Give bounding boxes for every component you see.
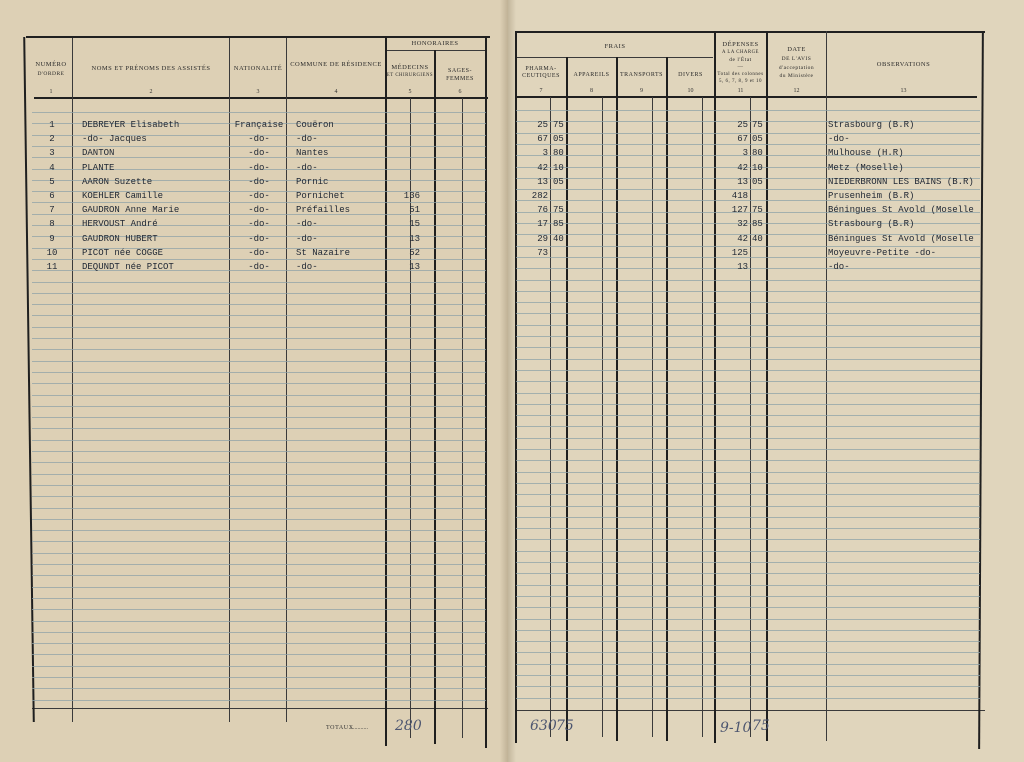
- ruled-line: [32, 643, 486, 644]
- ruled-line: [516, 426, 980, 427]
- row-depenses: 13: [737, 176, 748, 187]
- assiste-name: DANTON: [82, 148, 115, 159]
- col-divider-12: [826, 31, 827, 741]
- ruled-line: [32, 304, 486, 305]
- ruled-line: [516, 460, 980, 461]
- colnum-3: 3: [256, 89, 260, 95]
- row-depenses-cents: 80: [752, 148, 763, 159]
- row-number: 8: [49, 219, 55, 230]
- row-commune: Pornichet: [296, 191, 345, 201]
- header-pharma-2: CEUTIQUES: [522, 73, 560, 79]
- ruled-line: [516, 336, 980, 337]
- ruled-line: [32, 462, 486, 463]
- ruled-line: [516, 664, 980, 665]
- row-pharma: 3: [542, 148, 548, 159]
- row-observations: Metz (Moselle): [828, 162, 904, 173]
- left-header-bottom-border: [34, 97, 488, 99]
- row-nationalite: -do-: [248, 219, 270, 230]
- header-appareils: APPAREILS: [573, 72, 610, 78]
- ruled-line: [32, 451, 486, 452]
- ruled-line: [32, 553, 486, 554]
- ruled-line: [32, 327, 486, 328]
- row-medecins: 13: [409, 262, 420, 272]
- row-pharma-cents: 10: [553, 162, 564, 173]
- col-divider-6: [485, 36, 487, 748]
- ruled-line: [516, 686, 980, 687]
- ruled-line: [32, 530, 486, 531]
- ruled-line: [32, 508, 486, 509]
- row-pharma-cents: 85: [553, 219, 564, 230]
- header-frais: FRAIS: [604, 43, 626, 50]
- row-commune: -do-: [296, 162, 318, 173]
- total-medecins: 280: [395, 718, 422, 734]
- row-commune: St Nazaire: [296, 247, 351, 258]
- row-nationalite: -do-: [248, 262, 270, 272]
- col-divider-5: [434, 50, 436, 744]
- ruled-line: [516, 641, 980, 642]
- header-numero: NUMÉRO: [35, 61, 67, 68]
- row-depenses: 25: [737, 120, 748, 130]
- row-depenses-cents: 05: [752, 134, 763, 145]
- total-depenses-cents: 75: [752, 718, 770, 734]
- ruled-line: [32, 677, 486, 678]
- ruled-line: [516, 291, 980, 292]
- ruled-line: [32, 282, 486, 283]
- header-ordre: D'ORDRE: [37, 71, 65, 77]
- ruled-line: [516, 573, 980, 574]
- row-commune: Couëron: [296, 120, 334, 130]
- row-nationalite: -do-: [248, 134, 270, 145]
- ruled-line: [32, 361, 486, 362]
- row-commune: -do-: [296, 233, 318, 244]
- row-pharma: 42: [537, 162, 548, 173]
- header-depenses-1: DÉPENSES: [722, 41, 759, 48]
- colnum-11: 11: [737, 88, 744, 94]
- colnum-2: 2: [149, 89, 153, 95]
- ruled-line: [516, 596, 980, 597]
- row-number: 9: [49, 233, 55, 244]
- colnum-10: 10: [687, 88, 694, 94]
- row-number: 6: [49, 191, 55, 201]
- ruled-line: [516, 607, 980, 608]
- row-nationalite: -do-: [248, 148, 270, 159]
- ruled-line: [32, 293, 486, 294]
- header-nationalite: NATIONALITÉ: [233, 65, 283, 72]
- colnum-5: 5: [408, 89, 412, 95]
- ruled-line: [516, 347, 980, 348]
- row-medecins: 15: [409, 219, 420, 230]
- col-divider-7: [566, 57, 568, 741]
- row-depenses: 67: [737, 134, 748, 145]
- row-pharma: 67: [537, 134, 548, 145]
- ruled-line: [516, 698, 980, 699]
- header-depenses-5: Total des colonnes: [717, 72, 764, 77]
- ruled-line: [516, 381, 980, 382]
- header-depenses-4: —: [737, 64, 744, 70]
- ruled-line: [516, 562, 980, 563]
- ruled-line: [32, 428, 486, 429]
- row-nationalite: -do-: [248, 247, 270, 258]
- row-depenses-cents: 05: [752, 176, 763, 187]
- ruled-line: [32, 338, 486, 339]
- row-observations: Strasbourg (B.R): [828, 120, 915, 130]
- header-commune: COMMUNE DE RÉSIDENCE: [290, 61, 382, 68]
- row-depenses: 125: [731, 247, 748, 258]
- ruled-line: [32, 519, 486, 520]
- colnum-12: 12: [793, 88, 800, 94]
- colnum-1: 1: [49, 89, 53, 95]
- assiste-name: GAUDRON Anne Marie: [82, 205, 180, 216]
- ruled-line: [516, 675, 980, 676]
- right-top-border: [515, 31, 985, 33]
- ruled-line: [32, 575, 486, 576]
- header-observations: OBSERVATIONS: [876, 61, 931, 68]
- row-number: 11: [46, 262, 58, 272]
- ruled-line: [516, 325, 980, 326]
- ruled-line: [32, 688, 486, 689]
- row-observations: Strasbourg (B.R): [828, 219, 915, 230]
- row-number: 1: [49, 120, 55, 130]
- ruled-line: [516, 302, 980, 303]
- row-nationalite: -do-: [248, 176, 270, 187]
- row-observations: Prusenheim (B.R): [828, 191, 915, 201]
- ruled-line: [516, 280, 980, 281]
- ruled-line: [32, 259, 486, 260]
- ruled-line: [516, 404, 980, 405]
- header-honoraires: HONORAIRES: [411, 40, 459, 47]
- ruled-line: [32, 383, 486, 384]
- colnum-7: 7: [539, 88, 543, 94]
- row-commune: Préfailles: [296, 205, 351, 216]
- ruled-line: [516, 449, 980, 450]
- header-divers: DIVERS: [678, 72, 703, 78]
- ruled-line: [516, 585, 980, 586]
- ruled-line: [32, 349, 486, 350]
- colnum-4: 4: [334, 89, 338, 95]
- ruled-line: [516, 630, 980, 631]
- ruled-line: [516, 539, 980, 540]
- totals-label: TOTAUX: [326, 725, 354, 731]
- row-depenses: 42: [737, 162, 748, 173]
- ruled-line: [516, 415, 980, 416]
- colnum-6: 6: [458, 89, 462, 95]
- ruled-line: [32, 621, 486, 622]
- row-number: 4: [49, 162, 55, 173]
- row-medecins: 52: [409, 247, 420, 258]
- header-transports: TRANSPORTS: [620, 72, 663, 78]
- ruled-line: [32, 112, 486, 113]
- totals-dots: ............: [350, 725, 368, 731]
- ruled-line: [32, 372, 486, 373]
- page-gutter: [500, 0, 516, 762]
- ruled-line: [516, 528, 980, 529]
- col-divider-1: [72, 38, 73, 722]
- row-depenses-cents: 75: [752, 120, 763, 130]
- row-nationalite: Française: [234, 120, 284, 130]
- ruled-line: [32, 395, 486, 396]
- ruled-line: [32, 485, 486, 486]
- assiste-name: KOEHLER Camille: [82, 191, 164, 201]
- assiste-name: PLANTE: [82, 162, 115, 173]
- assiste-name: -do- Jacques: [82, 134, 147, 145]
- row-observations: Mulhouse (H.R): [828, 148, 904, 159]
- ruled-line: [516, 652, 980, 653]
- ruled-line: [32, 315, 486, 316]
- frais-divider: [515, 57, 713, 58]
- ruled-line: [516, 393, 980, 394]
- header-date-4: du Ministère: [779, 73, 814, 79]
- ruled-line: [32, 496, 486, 497]
- ruled-line: [516, 619, 980, 620]
- left-totals-border: [32, 708, 488, 709]
- row-depenses: 13: [737, 262, 748, 272]
- ruled-line: [32, 541, 486, 542]
- row-depenses-cents: 85: [752, 219, 763, 230]
- ruled-line: [32, 474, 486, 475]
- header-chirurgiens: ET CHIRURGIENS: [386, 73, 434, 78]
- row-medecins: 136: [403, 191, 420, 201]
- row-pharma-cents: 80: [553, 148, 564, 159]
- row-number: 3: [49, 148, 55, 159]
- header-depenses-3: de l'État: [729, 57, 752, 63]
- row-commune: -do-: [296, 219, 318, 230]
- ruled-line: [516, 517, 980, 518]
- row-observations: -do-: [828, 262, 850, 272]
- header-pharma-1: PHARMA-: [525, 66, 557, 72]
- row-observations: Béningues St Avold (Moselle: [828, 205, 974, 216]
- assiste-name: DEQUNDT née PICOT: [82, 262, 174, 272]
- ruled-line: [32, 609, 486, 610]
- row-medecins: 13: [409, 233, 420, 244]
- row-depenses: 32: [737, 219, 748, 230]
- row-depenses-cents: 75: [752, 205, 763, 216]
- assiste-name: HERVOUST André: [82, 219, 158, 230]
- header-noms: NOMS ET PRÉNOMS DES ASSISTÉS: [91, 65, 211, 72]
- ruled-line: [32, 587, 486, 588]
- row-depenses: 3: [742, 148, 748, 159]
- row-pharma: 73: [537, 247, 548, 258]
- row-observations: Béningues St Avold (Moselle: [828, 233, 974, 244]
- col-divider-2: [229, 38, 230, 722]
- row-observations: -do-: [828, 134, 850, 145]
- ruled-line: [32, 598, 486, 599]
- col-divider-11: [766, 31, 768, 741]
- col-divider-8: [616, 57, 618, 741]
- row-pharma-cents: 75: [553, 205, 564, 216]
- row-number: 7: [49, 205, 55, 216]
- ruled-line: [32, 654, 486, 655]
- row-depenses: 42: [737, 233, 748, 244]
- row-commune: -do-: [296, 134, 318, 145]
- assiste-name: GAUDRON HUBERT: [82, 233, 158, 244]
- header-date-2: DE L'AVIS: [781, 56, 812, 62]
- ruled-line: [32, 632, 486, 633]
- left-top-border: [26, 36, 490, 38]
- row-nationalite: -do-: [248, 233, 270, 244]
- header-date-3: d'acceptation: [778, 65, 815, 71]
- row-pharma: 25: [537, 120, 548, 130]
- row-pharma-cents: 40: [553, 233, 564, 244]
- row-pharma-cents: 05: [553, 134, 564, 145]
- right-header-bottom-border: [515, 96, 977, 98]
- row-commune: Nantes: [296, 148, 329, 159]
- colnum-9: 9: [640, 88, 643, 94]
- row-pharma: 17: [537, 219, 548, 230]
- row-observations: Moyeuvre-Petite -do-: [828, 247, 937, 258]
- row-pharma: 76: [537, 205, 548, 216]
- ruled-line: [32, 417, 486, 418]
- ruled-line: [516, 370, 980, 371]
- header-depenses-6: 5, 6, 7, 8, 9 et 10: [718, 79, 763, 84]
- row-pharma-cents: 75: [553, 120, 564, 130]
- total-pharma-cents: 75: [556, 718, 574, 734]
- ruled-line: [32, 406, 486, 407]
- row-nationalite: -do-: [248, 162, 270, 173]
- row-number: 5: [49, 176, 55, 187]
- ruled-line: [516, 359, 980, 360]
- row-depenses: 418: [731, 191, 748, 201]
- left-page: [0, 0, 508, 762]
- assiste-name: DEBREYER Elisabeth: [82, 120, 180, 130]
- col-divider-9: [666, 57, 668, 741]
- ruled-line: [32, 440, 486, 441]
- row-commune: -do-: [296, 262, 318, 272]
- row-depenses: 127: [731, 205, 748, 216]
- assiste-name: AARON Suzette: [82, 176, 153, 187]
- col-divider-4: [385, 36, 387, 746]
- col-divider-3: [286, 38, 287, 722]
- row-depenses-cents: 10: [752, 162, 763, 173]
- row-number: 10: [46, 247, 58, 258]
- ruled-line: [516, 494, 980, 495]
- colnum-8: 8: [590, 88, 593, 94]
- row-medecins: 51: [409, 205, 420, 216]
- row-commune: Pornic: [296, 176, 329, 187]
- ruled-line: [32, 666, 486, 667]
- header-sages-femmes: SAGES-FEMMES: [446, 68, 474, 82]
- row-observations: NIEDERBRONN LES BAINS (B.R): [828, 176, 974, 187]
- ruled-line: [516, 506, 980, 507]
- ruled-line: [516, 483, 980, 484]
- row-pharma-cents: 05: [553, 176, 564, 187]
- row-depenses-cents: 40: [752, 233, 763, 244]
- ruled-line: [516, 438, 980, 439]
- colnum-13: 13: [900, 88, 907, 94]
- ruled-line: [32, 700, 486, 701]
- ruled-line: [516, 110, 980, 111]
- row-pharma: 13: [537, 176, 548, 187]
- row-number: 2: [49, 134, 55, 145]
- ruled-line: [516, 472, 980, 473]
- total-pharma: 630: [530, 718, 557, 734]
- row-pharma: 29: [537, 233, 548, 244]
- header-depenses-2: A LA CHARGE: [722, 50, 759, 55]
- ruled-line: [516, 551, 980, 552]
- row-nationalite: -do-: [248, 191, 270, 201]
- total-depenses: 9-10: [720, 720, 752, 736]
- row-pharma: 282: [531, 191, 548, 201]
- ruled-line: [32, 564, 486, 565]
- assiste-name: PICOT née COGGE: [82, 247, 164, 258]
- row-nationalite: -do-: [248, 205, 270, 216]
- header-medecins: MÉDECINS: [391, 64, 429, 71]
- header-date-1: DATE: [787, 46, 806, 53]
- ruled-line: [516, 313, 980, 314]
